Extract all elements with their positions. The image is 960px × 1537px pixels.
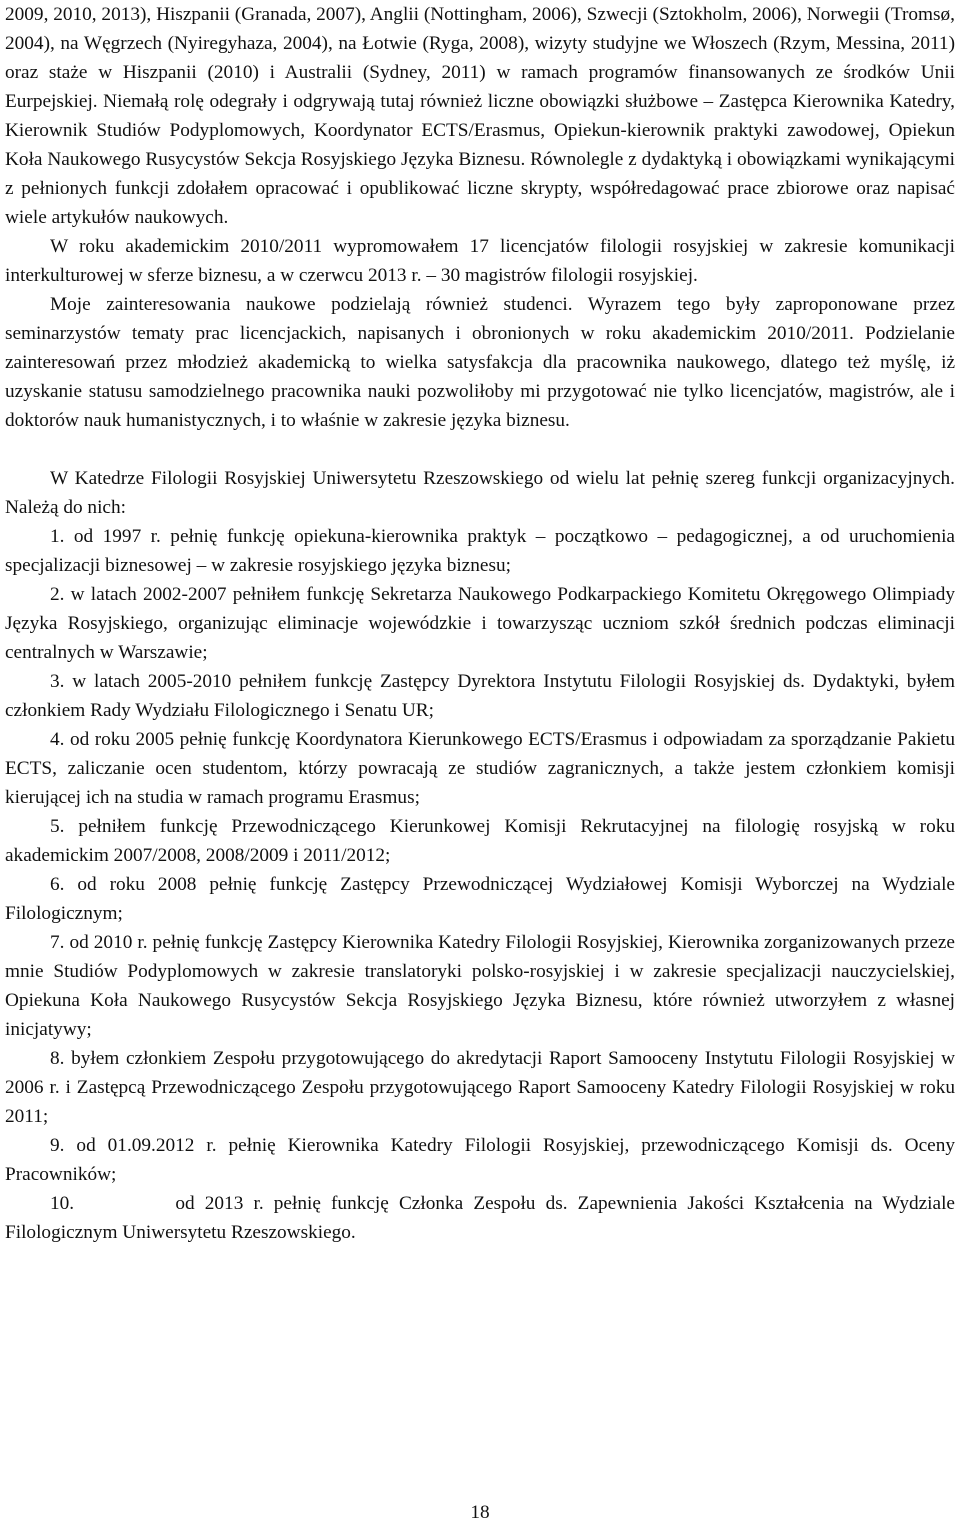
paragraph: 10. od 2013 r. pełnię funkcję Członka Zespołu ds. Zapewnienia Jakości Kształcenia na Wydziale Filologicznym Uniwersytetu Rzeszowskiego.: [5, 1193, 955, 1243]
paragraph: Moje zainteresowania naukowe podzielają również studenci. Wyrazem tego były zaproponowane przez seminarzystów tematy prac licencjackich, napisanych i obronionych w roku akademickim 2010/2011. Podzielanie zainteresowań przez młodzież akademicką to wielka satysfakcja dla pracownika naukowego, dlatego też myślę, iż uzyskanie statusu samodzielnego pracownika nauki pozwoliłoby mi przygotować nie tylko licencjatów, magistrów, ale i doktorów nauk humanistycznych, i to właśnie w zakresie języka biznesu.: [5, 294, 955, 431]
paragraph: W Katedrze Filologii Rosyjskiej Uniwersytetu Rzeszowskiego od wielu lat pełnię szereg funkcji organizacyjnych. Należą do nich:: [5, 468, 955, 518]
paragraph: 8. byłem członkiem Zespołu przygotowującego do akredytacji Raport Samooceny Instytutu Filologii Rosyjskiej w 2006 r. i Zastępcą Przewodniczącego Zespołu przygotowującego Raport Samooceny Katedry Filologii Rosyjskiej w roku 2011;: [5, 1048, 955, 1127]
paragraph: 9. od 01.09.2012 r. pełnię Kierownika Katedry Filologii Rosyjskiej, przewodniczącego Komisji ds. Oceny Pracowników;: [5, 1135, 955, 1185]
paragraph: 4. od roku 2005 pełnię funkcję Koordynatora Kierunkowego ECTS/Erasmus i odpowiadam za sporządzanie Pakietu ECTS, zaliczanie ocen studentom, którzy powracają ze studiów zagranicznych, a także jestem członkiem komisji kierującej ich na studia w ramach programu Erasmus;: [5, 729, 955, 808]
paragraph: 5. pełniłem funkcję Przewodniczącego Kierunkowej Komisji Rekrutacyjnej na filologię rosyjską w roku akademickim 2007/2008, 2008/2009 i 2011/2012;: [5, 816, 955, 866]
paragraph: 2009, 2010, 2013), Hiszpanii (Granada, 2007), Anglii (Nottingham, 2006), Szwecji (Sztokholm, 2006), Norwegii (Tromsø, 2004), na Węgrzech (Nyiregyhaza, 2004), na Łotwie (Ryga, 2008), wizyty studyjne we Włoszech (Rzym, Messina, 2011) oraz staże w Hiszpanii (2010) i Australii (Sydney, 2011) w ramach programów finansowanych ze środków Unii Eurpejskiej. Niemałą rolę odegrały i odgrywają tutaj również liczne obowiązki służbowe – Zastępca Kierownika Katedry, Kierownik Studiów Podyplomowych, Koordynator ECTS/Erasmus, Opiekun-kierownik praktyki zawodowej, Opiekun Koła Naukowego Rusycystów Sekcja Rosyjskiego Języka Biznesu. Równolegle z dydaktyką i obowiązkami wynikającymi z pełnionych funkcji zdołałem opracować i opublikować liczne skrypty, współredagować prace zbiorowe oraz napisać wiele artykułów naukowych.: [5, 4, 955, 228]
paragraph: 1. od 1997 r. pełnię funkcję opiekuna-kierownika praktyk – początkowo – pedagogicznej, a od uruchomienia specjalizacji biznesowej – w zakresie rosyjskiego języka biznesu;: [5, 526, 955, 576]
paragraph: 3. w latach 2005-2010 pełniłem funkcję Zastępcy Dyrektora Instytutu Filologii Rosyjskiej ds. Dydaktyki, byłem członkiem Rady Wydziału Filologicznego i Senatu UR;: [5, 671, 955, 721]
page-number: 18: [470, 1502, 490, 1523]
paragraph-gap: [5, 435, 955, 464]
paragraph: 6. od roku 2008 pełnię funkcję Zastępcy Przewodniczącej Wydziałowej Komisji Wyborczej na Wydziale Filologicznym;: [5, 874, 955, 924]
document-page: [5, 0, 955, 1247]
paragraph: 2. w latach 2002-2007 pełniłem funkcję Sekretarza Naukowego Podkarpackiego Komitetu Okręgowego Olimpiady Języka Rosyjskiego, organizując eliminacje wojewódzkie i towarzysząc uczniom szkół średnich podczas eliminacji centralnych w Warszawie;: [5, 584, 955, 663]
paragraph: 7. od 2010 r. pełnię funkcję Zastępcy Kierownika Katedry Filologii Rosyjskiej, Kierownika zorganizowanych przeze mnie Studiów Podyplomowych w zakresie translatoryki polsko-rosyjskiej i w zakresie specjalizacji nauczycielskiej, Opiekuna Koła Naukowego Rusycystów Sekcja Rosyjskiego Języka Biznesu, które również utworzyłem z własnej inicjatywy;: [5, 932, 955, 1040]
paragraph: W roku akademickim 2010/2011 wypromowałem 17 licencjatów filologii rosyjskiej w zakresie komunikacji interkulturowej w sferze biznesu, a w czerwcu 2013 r. – 30 magistrów filologii rosyjskiej.: [5, 236, 955, 286]
